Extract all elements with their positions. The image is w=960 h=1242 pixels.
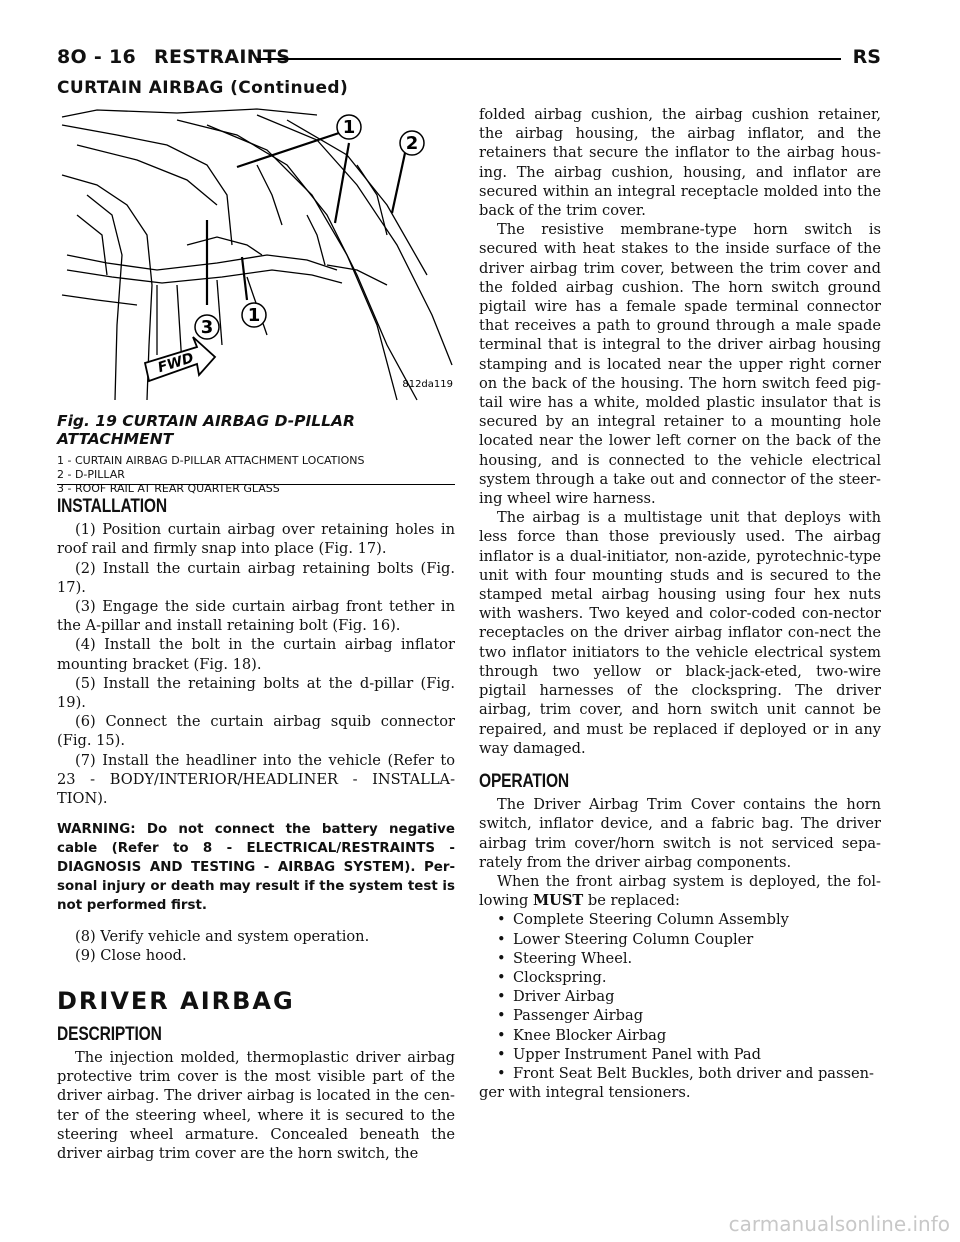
list-item: [497, 1026, 881, 1045]
callout-1-top: 1: [342, 117, 356, 138]
list-item: [497, 1006, 881, 1025]
install-step: (2) Install the curtain airbag retaining bolts (Fig. 17).: [57, 559, 455, 596]
list-item: [497, 1045, 881, 1064]
warning-text: WARNING: Do not connect the battery negative cable (Refer to 8 - ELECTRICAL/RESTRAINTS - DIAGNOSIS AND TESTING - AIRBAG SYSTEM). Per-sonal injury or death may result if the system test is not performed first.: [57, 822, 455, 914]
legend-item: 1 - CURTAIN AIRBAG D-PILLAR ATTACHMENT LOCATIONS: [57, 454, 365, 467]
operation-heading: OPERATION: [479, 770, 569, 792]
list-item: [497, 987, 881, 1006]
bullet-icon: •: [497, 911, 506, 929]
driver-airbag-title: DRIVER AIRBAG: [57, 986, 295, 1015]
list-item: [497, 949, 881, 968]
bullet-icon: •: [497, 968, 506, 986]
list-item-text: Clockspring.: [513, 968, 607, 986]
list-item-text: Lower Steering Column Coupler: [513, 930, 754, 948]
description-paragraph: The airbag is a multistage unit that deploys with less force than those previously used. The airbag inflator is a dual-initiator, non-azide, pyrotechnic-type unit with four mounting studs and is secured to the stamped metal airbag housing using four hex nuts with washers. Two keyed and color-coded con-nector receptacles on the driver airbag inflator con-nect the two inflator initiators to the vehicle electrical system through two yellow or black-jack-eted, two-wire pigtail harnesses of the clockspring. The driver airbag, trim cover, and horn switch unit cannot be repaired, and must be replaced if deployed or in any way damaged.: [479, 509, 881, 757]
install-step: (7) Install the headliner into the vehicle (Refer to 23 - BODY/INTERIOR/HEADLINER - INSTALLA-TION).: [57, 751, 455, 808]
list-item-text: Passenger Airbag: [513, 1007, 644, 1025]
bullet-icon: •: [497, 930, 506, 948]
list-item-text: Front Seat Belt Buckles, both driver and passen-: [513, 1064, 874, 1082]
must-emphasis: MUST: [533, 892, 584, 910]
operation-text: When the front airbag system is deployed, the fol-lowing: [479, 872, 881, 910]
description-paragraph-cont: folded airbag cushion, the airbag cushion retainer, the airbag housing, the airbag inflator, and the retainers that secure the inflator to the airbag hous-ing. The airbag cushion, housing, and inflator are secured within an integral receptacle molded into the back of the trim cover.: [479, 106, 881, 220]
watermark: carmanualsonline.info: [728, 1212, 950, 1236]
description-paragraph: The resistive membrane-type horn switch is secured with heat stakes to the inside surface of the driver airbag trim cover, between the trim cover and the folded airbag cushion. The horn switch ground pigtail wire has a female spade terminal connector that receives a path to ground through a male spade terminal that is integral to the driver airbag housing stamping and is located near the upper right corner on the back of the housing. The horn switch feed pig-tail wire has a white, molded plastic insulator that is secured by an integral retainer to a mounting hole located near the lower left corner on the back of the housing, and is connected to the vehicle electrical system through a take out and connector of the steer-ing wheel wire harness.: [479, 221, 881, 508]
operation-paragraph: The Driver Airbag Trim Cover contains the horn switch, inflator device, and a fabric bag. The driver airbag trim cover/horn switch is not serviced sepa-rately from the driver airbag components.: [479, 796, 881, 871]
operation-paragraph: [479, 872, 881, 910]
list-item: [497, 1064, 881, 1083]
legend-item: 2 - D-PILLAR: [57, 468, 125, 481]
header-left: [57, 46, 308, 68]
fwd-arrow-icon: [145, 337, 215, 381]
list-item-text: Upper Instrument Panel with Pad: [513, 1045, 761, 1063]
list-item: [497, 910, 881, 929]
list-item: [497, 930, 881, 949]
install-step: (3) Engage the side curtain airbag front tether in the A-pillar and install retaining bolt (Fig. 16).: [57, 598, 455, 635]
bullet-icon: •: [497, 988, 506, 1006]
bullet-icon: •: [497, 949, 506, 967]
fwd-label: FWD: [155, 350, 196, 377]
right-column: [479, 105, 881, 1102]
list-item-text: Knee Blocker Airbag: [513, 1026, 667, 1044]
figure-rule: [57, 484, 455, 485]
callout-3: 3: [200, 317, 214, 338]
bullet-icon: •: [497, 1007, 506, 1025]
continued-title: CURTAIN AIRBAG (Continued): [57, 78, 349, 98]
install-step: (6) Connect the curtain airbag squib connector (Fig. 15).: [57, 713, 455, 750]
bullet-icon: •: [497, 1045, 506, 1063]
operation-text: be replaced:: [587, 892, 680, 910]
model-code: RS: [852, 46, 881, 68]
install-step: (9) Close hood.: [75, 947, 187, 965]
legend-item: 3 - ROOF RAIL AT REAR QUARTER GLASS: [57, 482, 280, 495]
list-item-text: Complete Steering Column Assembly: [513, 911, 789, 929]
page-number: 8O - 16: [57, 46, 137, 68]
list-item-text: Steering Wheel.: [513, 949, 633, 967]
install-step: (4) Install the bolt in the curtain airbag inflator mounting bracket (Fig. 18).: [57, 636, 455, 673]
bullet-icon: •: [497, 1026, 506, 1044]
description-heading: DESCRIPTION: [57, 1023, 162, 1045]
left-column: [57, 497, 455, 1163]
d-pillar-drawing: [57, 105, 455, 405]
install-step: (1) Position curtain airbag over retaining holes in roof rail and firmly snap into place (Fig. 17).: [57, 521, 455, 558]
figure-illustration: [57, 105, 455, 405]
section-name: RESTRAINTS: [154, 46, 291, 68]
description-paragraph: The injection molded, thermoplastic driver airbag protective trim cover is the most visible part of the driver airbag. The driver airbag is located in the cen-ter of the steering wheel, where it is secured to the steering wheel armature. Concealed beneath the driver airbag trim cover are the horn switch, the: [57, 1049, 455, 1163]
page-header: [57, 46, 881, 70]
list-item-tail: ger with integral tensioners.: [479, 1084, 691, 1102]
image-code: 812da119: [402, 379, 453, 390]
list-item-text: Driver Airbag: [513, 988, 615, 1006]
installation-heading: INSTALLATION: [57, 496, 167, 517]
bullet-icon: •: [497, 1064, 506, 1082]
install-step: (8) Verify vehicle and system operation.: [75, 928, 370, 946]
list-item: [497, 968, 881, 987]
figure-title: Fig. 19 CURTAIN AIRBAG D-PILLAR ATTACHMENT: [57, 412, 355, 448]
header-rule: [257, 58, 841, 60]
callout-1-bottom: 1: [247, 305, 261, 326]
install-step: (5) Install the retaining bolts at the d-pillar (Fig. 19).: [57, 674, 455, 712]
callout-2: 2: [405, 133, 419, 154]
